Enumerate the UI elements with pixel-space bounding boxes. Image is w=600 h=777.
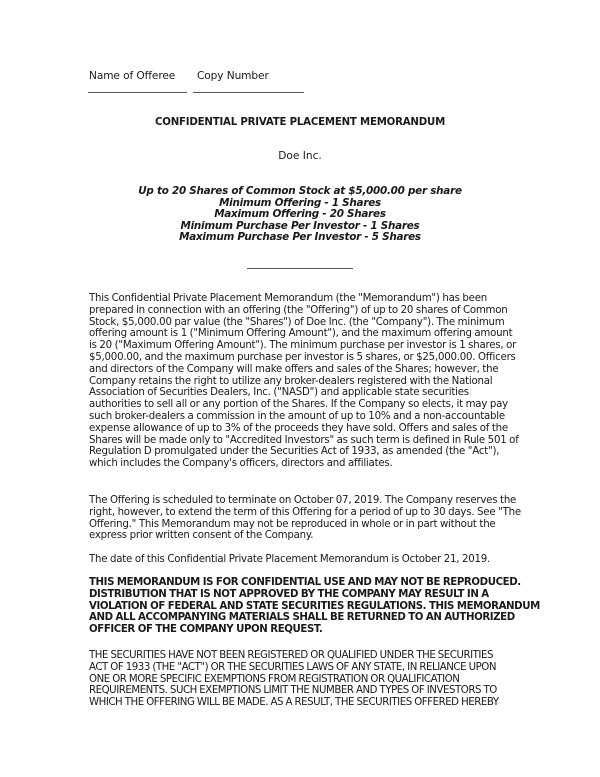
text-line: REQUIREMENTS. SUCH EXEMPTIONS LIMIT THE NUMBER AND TYPES OF INVESTORS TO	[89, 685, 497, 697]
text-line: AND ALL ACCOMPANYING MATERIALS SHALL BE RETURNED TO AN AUTHORIZED	[89, 612, 515, 624]
text-line: Association of Securities Dealers, Inc. ("NASD") and applicable state securities	[89, 387, 469, 399]
offering-term-maximum: Maximum Offering - 20 Shares	[214, 208, 386, 221]
text-line: express prior written consent of the Company.	[89, 530, 314, 542]
text-line: The Offering is scheduled to terminate on October 07, 2019. The Company reserves the	[89, 495, 517, 506]
termination-paragraph	[89, 495, 521, 542]
offering-term-minimum: Minimum Offering - 1 Shares	[219, 196, 381, 209]
text-line: Stock, $5,000.00 par value (the "Shares") of Doe Inc. (the "Company"). The minimum	[89, 316, 505, 328]
memorandum-date-paragraph	[89, 554, 521, 566]
intro-paragraph	[89, 293, 521, 470]
text-line: Company retains the right to utilize any broker-dealers registered with the National	[89, 375, 493, 387]
text-line: THE SECURITIES HAVE NOT BEEN REGISTERED OR QUALIFIED UNDER THE SECURITIES	[89, 650, 493, 661]
text-line: right, however, to extend the term of this Offering for a period of up to 30 days. See "The	[89, 506, 521, 518]
text-line: authorities to sell all or any portion of the Shares. If the Company so elects, it may pay	[89, 399, 508, 411]
offering-term-max-purchase: Maximum Purchase Per Investor - 5 Shares	[179, 231, 421, 244]
copy-number-field[interactable]	[193, 69, 304, 93]
name-of-offeree-label: Name of Offeree	[89, 70, 176, 82]
text-line: DISTRIBUTION THAT IS NOT APPROVED BY THE COMPANY MAY RESULT IN A	[89, 588, 489, 600]
section-divider	[247, 268, 353, 269]
offering-term-min-purchase: Minimum Purchase Per Investor - 1 Shares	[180, 219, 420, 232]
text-line: ACT OF 1933 (THE "ACT") OR THE SECURITIES LAWS OF ANY STATE, IN RELIANCE UPON	[89, 661, 497, 673]
name-of-offeree-blank-line	[88, 92, 187, 93]
text-line: WHICH THE OFFERING WILL BE MADE. AS A RESULT, THE SECURITIES OFFERED HEREBY	[89, 697, 499, 709]
text-line: prepared in connection with an offering (the "Offering") of up to 20 shares of Common	[89, 304, 508, 316]
text-line: ONE OR MORE SPECIFIC EXEMPTIONS FROM REGISTRATION OR QUALIFICATION	[89, 673, 460, 685]
text-line: This Confidential Private Placement Memorandum (the "Memorandum") has been	[89, 293, 488, 304]
text-line: The date of this Confidential Private Placement Memorandum is October 21, 2019.	[89, 554, 491, 565]
text-line: such broker-dealers a commission in the amount of up to 10% and a non-accountable	[89, 410, 505, 422]
text-line: and directors of the Company will make offers and sales of the Shares; however, the	[89, 363, 499, 375]
copy-number-label: Copy Number	[197, 70, 269, 82]
text-line: THIS MEMORANDUM IS FOR CONFIDENTIAL USE AND MAY NOT BE REPRODUCED.	[89, 577, 521, 588]
text-line: OFFICER OF THE COMPANY UPON REQUEST.	[89, 624, 323, 636]
text-line: offering amount is 1 ("Minimum Offering Amount"), and the maximum offering amount	[89, 328, 513, 340]
name-of-offeree-field[interactable]	[88, 69, 187, 93]
document-title: CONFIDENTIAL PRIVATE PLACEMENT MEMORANDUM	[154, 117, 446, 128]
text-line: VIOLATION OF FEDERAL AND STATE SECURITIES REGULATIONS. THIS MEMORANDUM	[89, 600, 540, 612]
text-line: Offering." This Memorandum may not be reproduced in whole or in part without the	[89, 518, 496, 530]
text-line: Shares will be made only to "Accredited Investors" as such term is defined in Rule 501 of	[89, 434, 519, 446]
text-line: expense allowance of up to 3% of the proceeds they have sold. Offers and sales of the	[89, 422, 508, 434]
text-line: Regulation D promulgated under the Securities Act of 1933, as amended (the "Act"),	[89, 446, 500, 458]
offering-terms	[0, 186, 600, 244]
securities-notice	[89, 650, 521, 709]
text-line: $5,000.00, and the maximum purchase per investor is 5 shares, or $25,000.00. Officers	[89, 351, 516, 363]
text-line: which includes the Company's officers, directors and affiliates.	[89, 458, 393, 470]
confidential-notice	[89, 577, 540, 636]
company-name: Doe Inc.	[278, 150, 322, 162]
text-line: is 20 ("Maximum Offering Amount"). The minimum purchase per investor is 1 shares, or	[89, 340, 517, 352]
copy-number-blank-line	[193, 92, 304, 93]
offering-term-shares: Up to 20 Shares of Common Stock at $5,000.00 per share	[138, 185, 462, 197]
offeree-fields	[88, 69, 304, 93]
